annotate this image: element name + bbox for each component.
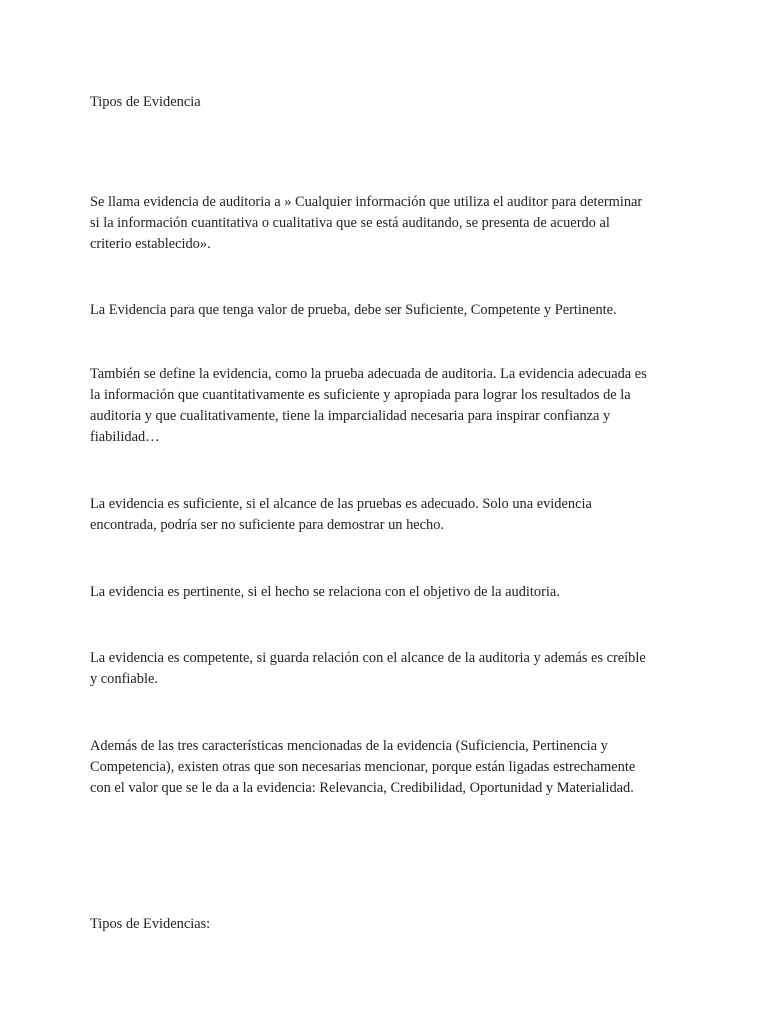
paragraph-definition (90, 192, 690, 255)
paragraph-requirements (90, 300, 690, 321)
paragraph-line: La evidencia es pertinente, si el hecho se relaciona con el objetivo de la auditoria. (90, 584, 560, 600)
paragraph-competent (90, 648, 690, 690)
document-title (90, 92, 690, 113)
section-subheading (90, 914, 690, 935)
paragraph-line: Competencia), existen otras que son necesarias mencionar, porque están ligadas estrechamente (90, 759, 636, 775)
paragraph-line: criterio establecido». (90, 236, 211, 252)
paragraph-line: y confiable. (90, 671, 158, 687)
paragraph-line: La evidencia es competente, si guarda relación con el alcance de la auditoria y además es creíble (90, 650, 646, 666)
paragraph-line: auditoria y que cualitativamente, tiene la imparcialidad necesaria para inspirar confianza y (90, 408, 611, 424)
paragraph-line: la información que cuantitativamente es suficiente y apropiada para lograr los resultados de la (90, 387, 631, 403)
paragraph-line: fiabilidad… (90, 429, 160, 445)
paragraph-line: La evidencia es suficiente, si el alcance de las pruebas es adecuado. Solo una evidencia (90, 496, 592, 512)
paragraph-other-characteristics (90, 736, 690, 799)
paragraph-adequate-evidence (90, 364, 690, 448)
paragraph-line: Se llama evidencia de auditoria a » Cualquier información que utiliza el auditor para determinar (90, 194, 643, 210)
paragraph-line: encontrada, podría ser no suficiente para demostrar un hecho. (90, 517, 445, 533)
paragraph-sufficient (90, 494, 690, 536)
paragraph-line: También se define la evidencia, como la prueba adecuada de auditoria. La evidencia adecuada es (90, 366, 647, 382)
paragraph-line: La Evidencia para que tenga valor de prueba, debe ser Suficiente, Competente y Pertinente. (90, 302, 617, 318)
paragraph-line: con el valor que se le da a la evidencia: Relevancia, Credibilidad, Oportunidad y Materialidad. (90, 780, 634, 796)
paragraph-pertinent (90, 582, 690, 603)
title-text: Tipos de Evidencia (90, 94, 201, 110)
paragraph-line: Además de las tres características mencionadas de la evidencia (Suficiencia, Pertinencia y (90, 738, 608, 754)
paragraph-line: si la información cuantitativa o cualitativa que se está auditando, se presenta de acuerdo al (90, 215, 610, 231)
subheading-text: Tipos de Evidencias: (90, 916, 211, 932)
